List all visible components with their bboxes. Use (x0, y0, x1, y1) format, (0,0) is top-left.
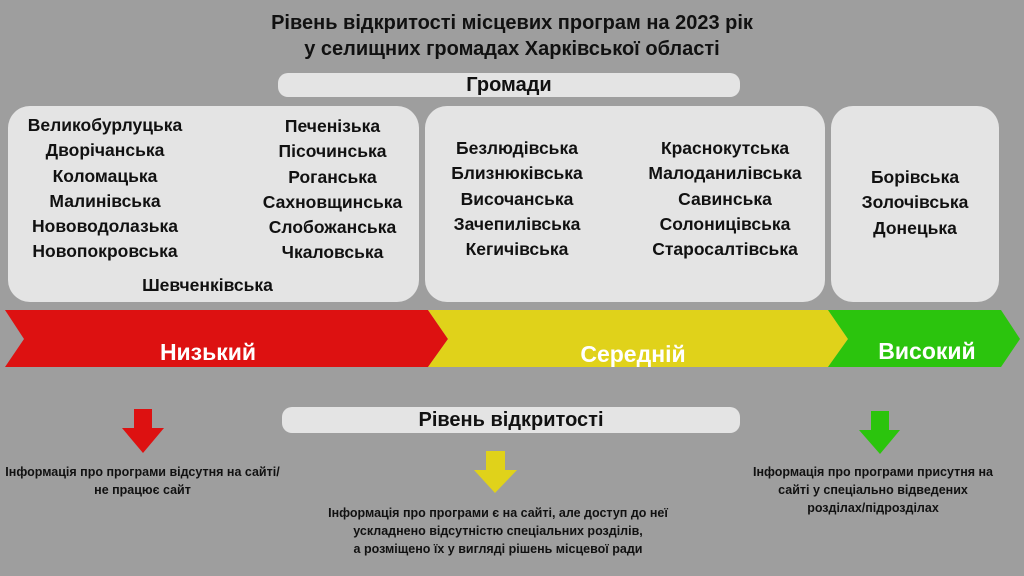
community-name: Кегичівська (465, 239, 569, 260)
community-name: Височанська (460, 188, 574, 209)
low-level-description: Інформація про програми відсутня на сайті/не працює сайт (5, 465, 280, 497)
description-line: розділах/підрозділах (807, 501, 939, 515)
community-name: Близнюківська (451, 163, 583, 184)
diagram-title-line1: Рівень відкритості місцевих програм на 2023 рік (271, 12, 753, 34)
community-name: Сахновщинська (262, 191, 403, 212)
community-name: Солоницівська (659, 213, 791, 234)
community-name: Савинська (678, 188, 772, 209)
communities-label: Громади (278, 73, 740, 97)
community-name: Золочівська (861, 192, 969, 213)
description-line: а розміщено їх у вигляді рішень місцевої ради (353, 542, 643, 556)
community-name: Коломацька (52, 165, 158, 186)
community-name: Безлюдівська (456, 138, 578, 158)
diagram-title-line2: у селищних громадах Харківської області (304, 38, 720, 60)
low-level-label: Низький (159, 339, 257, 365)
high-level-label: Високий (878, 338, 976, 364)
description-line: ускладнено відсутністю спеціальних розділів, (353, 524, 643, 538)
community-name: Старосалтівська (652, 239, 798, 260)
medium-level-down-arrow-icon (474, 451, 517, 493)
description-line: Інформація про програми присутня на (752, 465, 994, 479)
community-name: Чкаловська (281, 242, 384, 263)
community-name: Слобожанська (268, 217, 397, 238)
community-name: Донецька (873, 217, 957, 238)
community-name: Нововодолазька (32, 216, 178, 237)
high-level-down-arrow-icon (859, 411, 900, 454)
high-level-description (733, 463, 1013, 517)
community-name: Борівська (870, 167, 960, 187)
medium-level-label: Середній (580, 341, 686, 367)
community-name: Зачепилівська (453, 213, 581, 234)
community-name: Печенізька (284, 116, 381, 136)
community-name: Шевченківська (142, 275, 273, 295)
community-name: Малинівська (49, 190, 161, 211)
community-name: Новопокровська (32, 241, 178, 262)
community-name: Малоданилівська (648, 163, 802, 184)
community-name: Дворічанська (45, 140, 165, 161)
description-line: Інформація про програми є на сайті, але доступ до неї (328, 506, 668, 520)
community-name: Роганська (288, 166, 377, 187)
low-level-down-arrow-icon (122, 409, 164, 453)
medium-level-description (292, 504, 704, 558)
community-name: Великобурлуцька (27, 115, 183, 135)
openness-level-label: Рівень відкритості (282, 407, 740, 433)
community-name: Краснокутська (660, 138, 790, 158)
community-name: Пісочинська (278, 141, 387, 162)
description-line: сайті у спеціально відведених (778, 483, 968, 497)
